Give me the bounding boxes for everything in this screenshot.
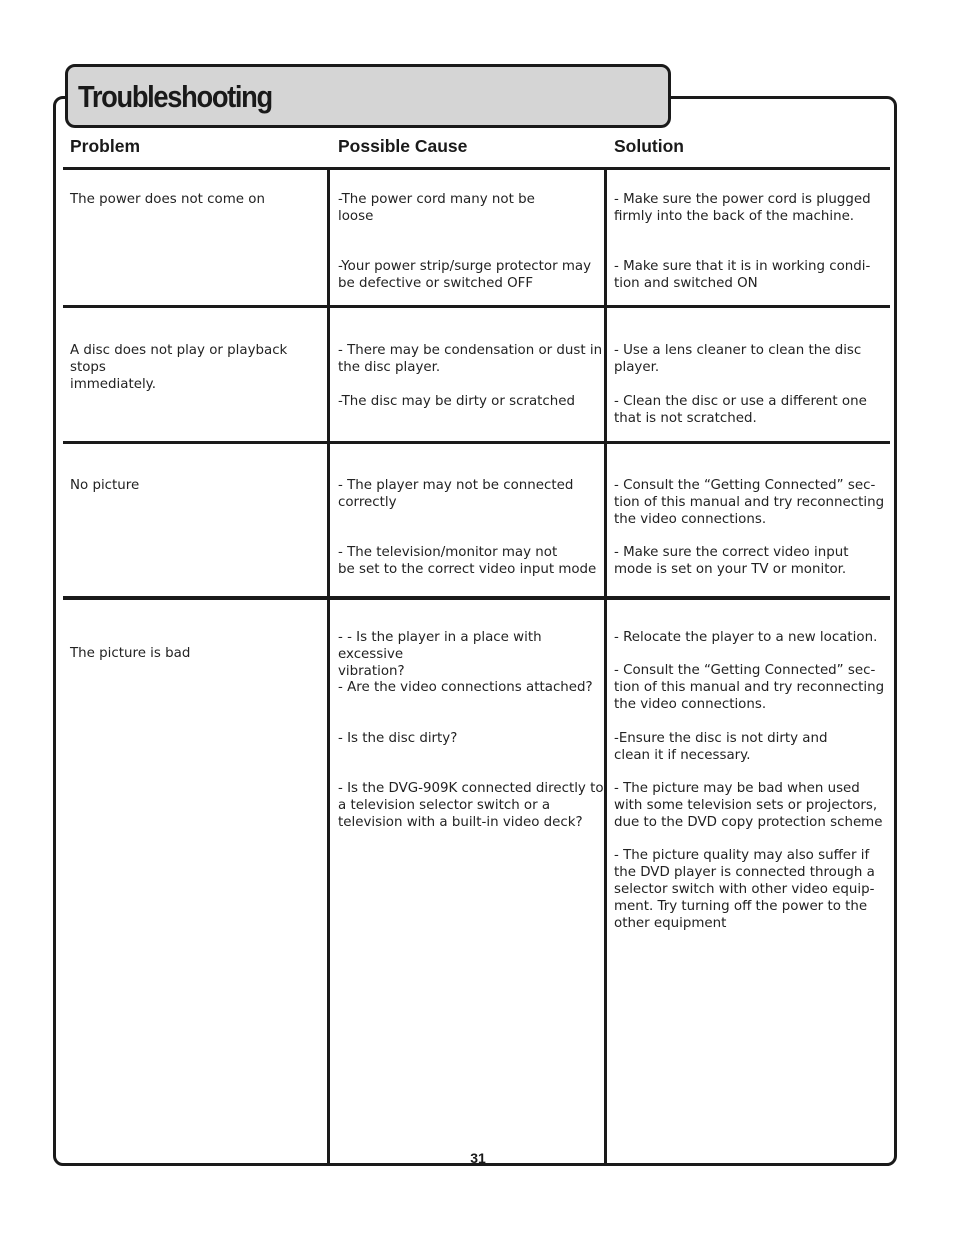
title-tab [65,64,671,128]
column-divider [604,308,607,441]
page-number: 31 [470,1150,486,1166]
column-divider [604,444,607,596]
solution-cell: - Make sure that it is in working condi- tion and switched ON [614,259,871,291]
cause-cell: - Are the video connections attached? [338,680,593,695]
cause-cell: - Is the disc dirty? [338,731,458,746]
solution-cell: - Use a lens cleaner to clean the disc player. [614,343,862,375]
problem-cell: The picture is bad [70,646,191,661]
column-divider [604,170,607,305]
page-title: Troubleshooting [78,79,272,114]
solution-cell: - Make sure the correct video input mode is set on your TV or monitor. [614,545,849,577]
column-divider [604,600,607,1166]
cause-cell: - - Is the player in a place with excessive vibration? [338,630,542,679]
cause-cell: - There may be condensation or dust in the disc player. [338,343,603,375]
cause-cell: -The disc may be dirty or scratched [338,394,576,409]
row-divider [63,441,890,444]
header-solution: Solution [614,136,684,156]
column-divider [327,170,330,305]
row-divider [63,305,890,308]
solution-cell: - Consult the “Getting Connected” sec- tion of this manual and try reconnecting the video connections. [614,478,885,527]
header-divider [63,167,890,170]
cause-cell: - The player may not be connected correctly [338,478,574,510]
column-divider [327,444,330,596]
header-problem: Problem [70,136,141,156]
problem-cell: A disc does not play or playback stops immediately. [70,343,288,392]
cause-cell: -The power cord many not be loose [338,192,535,224]
solution-cell: -Ensure the disc is not dirty and clean it if necessary. [614,731,828,763]
header-possible-cause: Possible Cause [338,136,468,156]
column-divider [327,308,330,441]
cause-cell: -Your power strip/surge protector may be defective or switched OFF [338,259,592,291]
solution-cell: - Make sure the power cord is plugged firmly into the back of the machine. [614,192,871,224]
row-divider [63,596,890,600]
cause-cell: - The television/monitor may not be set to the correct video input mode [338,545,597,577]
problem-cell: No picture [70,478,140,493]
solution-cell: - Clean the disc or use a different one that is not scratched. [614,394,867,426]
column-divider [327,600,330,1166]
solution-cell: - Consult the “Getting Connected” sec- tion of this manual and try reconnecting the video connections. [614,663,885,712]
solution-cell: - Relocate the player to a new location. [614,630,878,645]
cause-cell: - Is the DVG-909K connected directly to a television selector switch or a television with a built-in video deck? [338,781,604,830]
solution-cell: - The picture quality may also suffer if the DVD player is connected through a selector switch with other video equip- ment. Try turning off the power to the other equipment [614,848,875,931]
problem-cell: The power does not come on [70,192,265,207]
solution-cell: - The picture may be bad when used with some television sets or projectors, due to the DVD copy protection scheme [614,781,883,830]
